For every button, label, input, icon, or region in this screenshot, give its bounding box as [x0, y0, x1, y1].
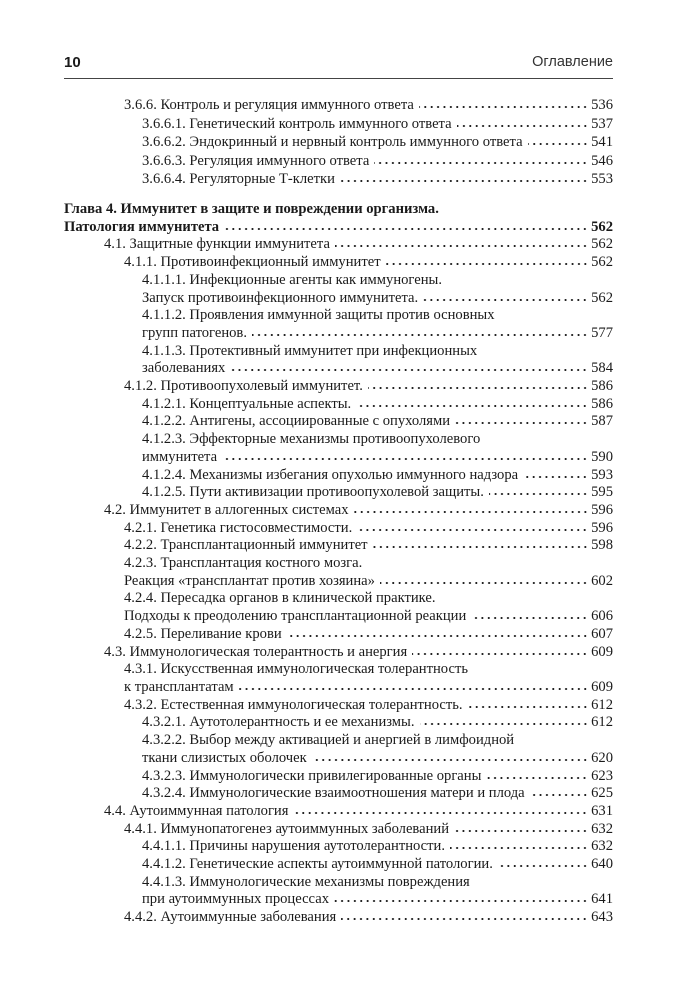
- toc-entry[interactable]: [64, 785, 613, 803]
- toc-entry[interactable]: [64, 590, 613, 625]
- toc-entry-line: [64, 201, 613, 219]
- toc-page-number: 562: [591, 254, 613, 271]
- toc-page-number: 609: [591, 678, 613, 695]
- toc-entry[interactable]: [64, 697, 613, 715]
- toc-entry-line: [64, 272, 613, 290]
- dot-leader: [335, 238, 588, 248]
- dot-leader: [374, 155, 588, 165]
- toc-entry-line: [64, 891, 613, 909]
- toc-entry-title: ткани слизистых оболочек: [142, 749, 307, 766]
- toc-entry-title: 4.1.2.3. Эффекторные механизмы противоопухолевого: [142, 431, 481, 448]
- toc-entry-line: [64, 874, 613, 892]
- toc-entry[interactable]: [64, 520, 613, 538]
- dot-leader: [373, 539, 589, 549]
- dot-leader: [386, 256, 589, 266]
- dot-leader: [423, 292, 588, 302]
- toc-page-number: 620: [591, 749, 613, 766]
- toc-entry-line: [64, 431, 613, 449]
- dot-leader: [368, 380, 588, 390]
- dot-leader: [450, 840, 588, 850]
- toc-entry-title: 4.4. Аутоиммунная патология: [104, 802, 289, 819]
- toc-entry-line: [64, 520, 613, 538]
- toc-entry-title: 4.2. Иммунитет в аллогенных системах: [104, 501, 349, 518]
- toc-page-number: 602: [591, 572, 613, 589]
- toc-entry-title: 4.3.2. Естественная иммунологическая толерантность.: [124, 696, 463, 713]
- toc-entry-line: [64, 697, 613, 715]
- toc-entry-title: 4.2.4. Пересадка органов в клинической практике.: [124, 590, 436, 607]
- toc-entry-line: [64, 750, 613, 768]
- toc-page-number: 546: [591, 152, 613, 169]
- toc-page-number: 536: [591, 97, 613, 113]
- toc-entry-line: [64, 768, 613, 786]
- toc-page-number: 632: [591, 820, 613, 837]
- toc-entry-line: [64, 325, 613, 343]
- running-section-title: Оглавление: [532, 54, 613, 70]
- toc-entry-title: 4.1.2.4. Механизмы избегания опухолью иммунного надзора: [142, 466, 519, 483]
- dot-leader: [454, 823, 588, 833]
- toc-entry-line: [64, 343, 613, 361]
- toc-entry[interactable]: [64, 714, 613, 732]
- toc-entry-line: [64, 133, 613, 152]
- dot-leader: [419, 99, 588, 109]
- dot-leader: [412, 646, 588, 656]
- toc-entry-line: [64, 290, 613, 308]
- toc-entry-title: 4.1.1.1. Инфекционные агенты как иммуногены.: [142, 271, 442, 288]
- toc-entry-line: [64, 254, 613, 272]
- toc-entry-title: 4.1.2.5. Пути активизации противоопухолевой защиты.: [142, 484, 484, 501]
- toc-entry-line: [64, 821, 613, 839]
- toc-page-number: 593: [591, 466, 613, 483]
- toc-entry[interactable]: [64, 838, 613, 856]
- toc-entry-title: Патология иммунитета: [64, 218, 220, 235]
- toc-entry-title: 4.2.5. Переливание крови: [124, 625, 282, 642]
- toc-entry-line: [64, 396, 613, 414]
- toc-entry-line: [64, 785, 613, 803]
- toc-entry[interactable]: [64, 236, 613, 254]
- toc-entry-line: [64, 626, 613, 644]
- dot-leader: [357, 522, 588, 532]
- toc-entry-line: [64, 644, 613, 662]
- toc-entry-title: Реакция «трансплантат против хозяина»: [124, 572, 375, 589]
- toc-entry[interactable]: [64, 343, 613, 378]
- toc-entry-title: 4.2.1. Генетика гистосовместимости.: [124, 519, 353, 536]
- toc-entry[interactable]: [64, 732, 613, 767]
- toc-entry[interactable]: [64, 661, 613, 696]
- toc-page-number: 586: [591, 395, 613, 412]
- toc-block-chapter-4: [64, 201, 613, 927]
- dot-leader: [354, 504, 589, 514]
- toc-entry[interactable]: [64, 644, 613, 662]
- toc-entry-line: [64, 661, 613, 679]
- toc-entry-title: к трансплантатам: [124, 678, 234, 695]
- toc-entry-line: [64, 909, 613, 927]
- toc-entry[interactable]: [64, 502, 613, 520]
- toc-entry-title: 4.1.2.1. Концептуальные аспекты.: [142, 395, 352, 412]
- toc-page-number: 643: [591, 909, 613, 926]
- toc-entry-title: 4.3.2.2. Выбор между активацией и анергией в лимфоидной: [142, 732, 515, 749]
- dot-leader: [523, 469, 588, 479]
- toc-entry-line: [64, 679, 613, 697]
- toc-entry[interactable]: [64, 909, 613, 927]
- toc-entry[interactable]: [64, 484, 613, 502]
- toc-entry-line: [64, 467, 613, 485]
- dot-leader: [224, 221, 588, 231]
- toc-entry-title: 4.4.1.3. Иммунологические механизмы повреждения: [142, 873, 470, 890]
- toc-page-number: 577: [591, 324, 613, 341]
- dot-leader: [334, 893, 588, 903]
- dot-leader: [471, 610, 588, 620]
- toc-entry[interactable]: [64, 396, 613, 414]
- toc-entry-line: [64, 838, 613, 856]
- toc-entry-title: иммунитета: [142, 448, 218, 465]
- dot-leader: [312, 752, 588, 762]
- toc-entry-title: 4.1. Защитные функции иммунитета: [104, 236, 330, 253]
- toc-entry-title: 4.4.1.1. Причины нарушения аутотолерантности.: [142, 838, 445, 855]
- toc-entry[interactable]: [64, 431, 613, 466]
- toc-block-chapter-3-end: [64, 96, 613, 189]
- toc-entry-title: Запуск противоинфекционного иммунитета.: [142, 289, 419, 306]
- toc-entry-title: групп патогенов.: [142, 324, 247, 341]
- toc-entry-title: 4.3.2.3. Иммунологически привилегированные органы: [142, 767, 482, 784]
- dot-leader: [468, 699, 589, 709]
- toc-page-number: 596: [591, 519, 613, 536]
- dot-leader: [340, 173, 588, 183]
- toc-entry-title: 4.1.2.2. Антигены, ассоциированные с опухолями: [142, 413, 451, 430]
- toc-entry-title: 4.1.1.3. Протективный иммунитет при инфекционных: [142, 342, 478, 359]
- toc-entry-title: 4.2.2. Трансплантационный иммунитет: [124, 537, 368, 554]
- toc-entry-line: [64, 590, 613, 608]
- toc-page-number: 607: [591, 625, 613, 642]
- toc-page-number: 632: [591, 838, 613, 855]
- toc-page-number: 553: [591, 171, 613, 187]
- toc-entry[interactable]: [64, 537, 613, 555]
- toc-page-number: 609: [591, 643, 613, 660]
- toc-entry[interactable]: [64, 626, 613, 644]
- dot-leader: [356, 398, 588, 408]
- toc-page-number: 641: [591, 891, 613, 908]
- toc-entry-line: [64, 449, 613, 467]
- toc-entry[interactable]: [64, 254, 613, 272]
- toc-entry-title: 4.2.3. Трансплантация костного мозга.: [124, 555, 363, 572]
- dot-leader: [486, 770, 588, 780]
- toc-page-number: 612: [591, 714, 613, 731]
- dot-leader: [489, 486, 588, 496]
- dot-leader: [380, 575, 588, 585]
- toc-page-number: 596: [591, 501, 613, 518]
- toc-page-number: 587: [591, 413, 613, 430]
- dot-leader: [457, 118, 589, 128]
- toc-entry[interactable]: [64, 555, 613, 590]
- toc-entry[interactable]: [64, 307, 613, 342]
- toc-entry-line: [64, 484, 613, 502]
- toc-page-number: 595: [591, 484, 613, 501]
- toc-entry[interactable]: [64, 201, 613, 236]
- toc-entry[interactable]: [64, 467, 613, 485]
- dot-leader: [293, 805, 588, 815]
- dot-leader: [455, 415, 588, 425]
- toc-entry[interactable]: [64, 272, 613, 307]
- toc-entry-line: [64, 608, 613, 626]
- toc-entry-title: 3.6.6.3. Регуляция иммунного ответа: [142, 152, 370, 169]
- toc-entry-line: [64, 236, 613, 254]
- toc-entry-line: [64, 115, 613, 134]
- toc-entry-title: 4.3.2.1. Аутотолерантность и ее механизмы.: [142, 714, 415, 731]
- toc-entry-line: [64, 537, 613, 555]
- toc-page-number: 586: [591, 378, 613, 395]
- toc-entry[interactable]: [64, 803, 613, 821]
- toc-entry[interactable]: [64, 768, 613, 786]
- dot-leader: [528, 136, 589, 146]
- toc-page-number: 612: [591, 696, 613, 713]
- toc-entry-line: [64, 732, 613, 750]
- toc-page-number: 562: [591, 236, 613, 253]
- toc-entry[interactable]: [64, 856, 613, 874]
- toc-entry-title: 4.1.1. Противоинфекционный иммунитет: [124, 254, 381, 271]
- toc-entry-line: [64, 378, 613, 396]
- toc-entry[interactable]: [64, 133, 613, 152]
- running-header: [64, 52, 613, 79]
- toc-entry-line: [64, 573, 613, 591]
- toc-page-number: 623: [591, 767, 613, 784]
- toc-entry-title: 4.4.2. Аутоиммунные заболевания: [124, 909, 337, 926]
- toc-entry-title: 3.6.6.1. Генетический контроль иммунного ответа: [142, 115, 452, 132]
- toc-entry-line: [64, 413, 613, 431]
- toc-entry[interactable]: [64, 96, 613, 115]
- toc-entry-title: 4.3.1. Искусственная иммунологическая толерантность: [124, 661, 468, 678]
- toc-entry-line: [64, 360, 613, 378]
- dot-leader: [252, 327, 588, 337]
- toc-entry[interactable]: [64, 874, 613, 909]
- toc-page-number: 562: [591, 289, 613, 306]
- page-number: 10: [64, 54, 81, 71]
- dot-leader: [530, 787, 588, 797]
- toc-entry-line: [64, 803, 613, 821]
- toc-page-number: 537: [591, 115, 613, 132]
- toc-page-number: 541: [591, 134, 613, 150]
- dot-leader: [341, 911, 588, 921]
- toc-entry-title: 3.6.6.2. Эндокринный и нервный контроль иммунного ответа: [142, 134, 523, 150]
- toc-page-number: 562: [591, 218, 613, 235]
- toc-entry-title: Глава 4. Иммунитет в защите и повреждении организма.: [64, 201, 439, 217]
- toc-entry-line: [64, 219, 613, 237]
- toc-entry-line: [64, 555, 613, 573]
- toc-entry-line: [64, 170, 613, 189]
- toc-page-number: 590: [591, 448, 613, 465]
- toc-entry[interactable]: [64, 170, 613, 189]
- toc-entry-title: заболеваниях: [142, 360, 226, 377]
- toc-entry-title: 3.6.6. Контроль и регуляция иммунного ответа: [124, 97, 414, 113]
- dot-leader: [239, 681, 588, 691]
- toc-page-number: 606: [591, 608, 613, 625]
- toc-entry-title: 4.1.2. Противоопухолевый иммунитет.: [124, 378, 363, 395]
- toc-entry-line: [64, 856, 613, 874]
- toc-page-number: 631: [591, 802, 613, 819]
- toc-entry-title: 4.3.2.4. Иммунологические взаимоотношения матери и плода: [142, 785, 525, 802]
- toc-entry-line: [64, 714, 613, 732]
- toc-entry[interactable]: [64, 821, 613, 839]
- toc-entry-title: Подходы к преодолению трансплантационной реакции: [124, 608, 467, 625]
- toc-entry-title: 4.4.1. Иммунопатогенез аутоиммунных заболеваний: [124, 820, 450, 837]
- toc-page-number: 625: [591, 785, 613, 802]
- toc-entry[interactable]: [64, 152, 613, 171]
- toc-page-number: 598: [591, 537, 613, 554]
- dot-leader: [498, 858, 588, 868]
- toc-entry-line: [64, 96, 613, 115]
- toc-entry-line: [64, 152, 613, 171]
- dot-leader: [230, 362, 588, 372]
- toc-page-number: 584: [591, 360, 613, 377]
- toc-entry[interactable]: [64, 413, 613, 431]
- toc-entry[interactable]: [64, 115, 613, 134]
- dot-leader: [420, 716, 589, 726]
- dot-leader: [222, 451, 588, 461]
- toc-entry-title: 4.3. Иммунологическая толерантность и анергия: [104, 643, 408, 660]
- toc-entry-line: [64, 502, 613, 520]
- toc-entry-title: 4.4.1.2. Генетические аспекты аутоиммунной патологии.: [142, 856, 493, 873]
- toc-entry-title: при аутоиммунных процессах: [142, 891, 329, 908]
- toc-entry-title: 4.1.1.2. Проявления иммунной защиты против основных: [142, 307, 495, 324]
- toc-entry-title: 3.6.6.4. Регуляторные Т-клетки: [142, 171, 335, 187]
- toc-page-number: 640: [591, 856, 613, 873]
- toc-entry-line: [64, 307, 613, 325]
- toc-entry[interactable]: [64, 378, 613, 396]
- dot-leader: [287, 628, 588, 638]
